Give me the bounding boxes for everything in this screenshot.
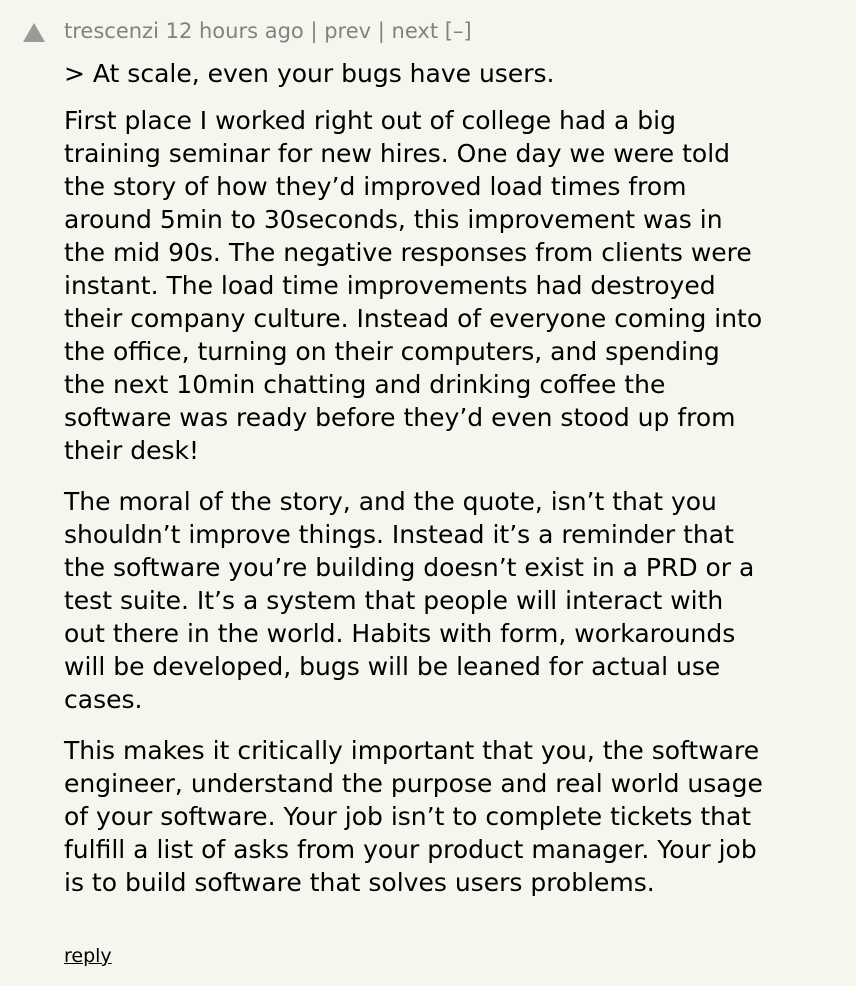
meta-separator: |: [377, 19, 385, 43]
comment-paragraph: This makes it critically important that you, the software engineer, understand the purpose and real world usage of your software. Your job isn’t to complete tickets that fulfill a list of asks from your product manager. Your job is to build software that solves users problems.: [64, 736, 763, 897]
comment-paragraph: First place I worked right out of college had a big training seminar for new hires. One day we were told the story of how they’d improved load times from around 5min to 30seconds, this improvement was in the mid 90s. The negative responses from clients were instant. The load time improvements had destroyed their company culture. Instead of everyone coming into the office, turning on their computers, and spending the next 10min chatting and drinking coffee the software was ready before they’d even stood up from their desk!: [64, 106, 763, 465]
collapse-toggle[interactable]: [–]: [444, 19, 472, 43]
upvote-arrow-icon[interactable]: [23, 23, 45, 42]
comment-body: [64, 57, 764, 917]
comment-age-link[interactable]: 12 hours ago: [165, 19, 304, 43]
prev-link[interactable]: prev: [324, 19, 372, 43]
reply-link[interactable]: reply: [64, 945, 112, 967]
next-link[interactable]: next: [391, 19, 439, 43]
comment-paragraph: The moral of the story, and the quote, isn’t that you shouldn’t improve things. Instead it’s a reminder that the software you’re building doesn’t exist in a PRD or a test suite. It’s a system that people will interact with out there in the world. Habits with form, workarounds will be developed, bugs will be leaned for actual use cases.: [64, 487, 755, 714]
comment-meta: [64, 16, 472, 46]
comment-quote: > At scale, even your bugs have users.: [64, 59, 555, 88]
meta-separator: |: [310, 19, 318, 43]
author-link[interactable]: trescenzi: [64, 19, 159, 43]
